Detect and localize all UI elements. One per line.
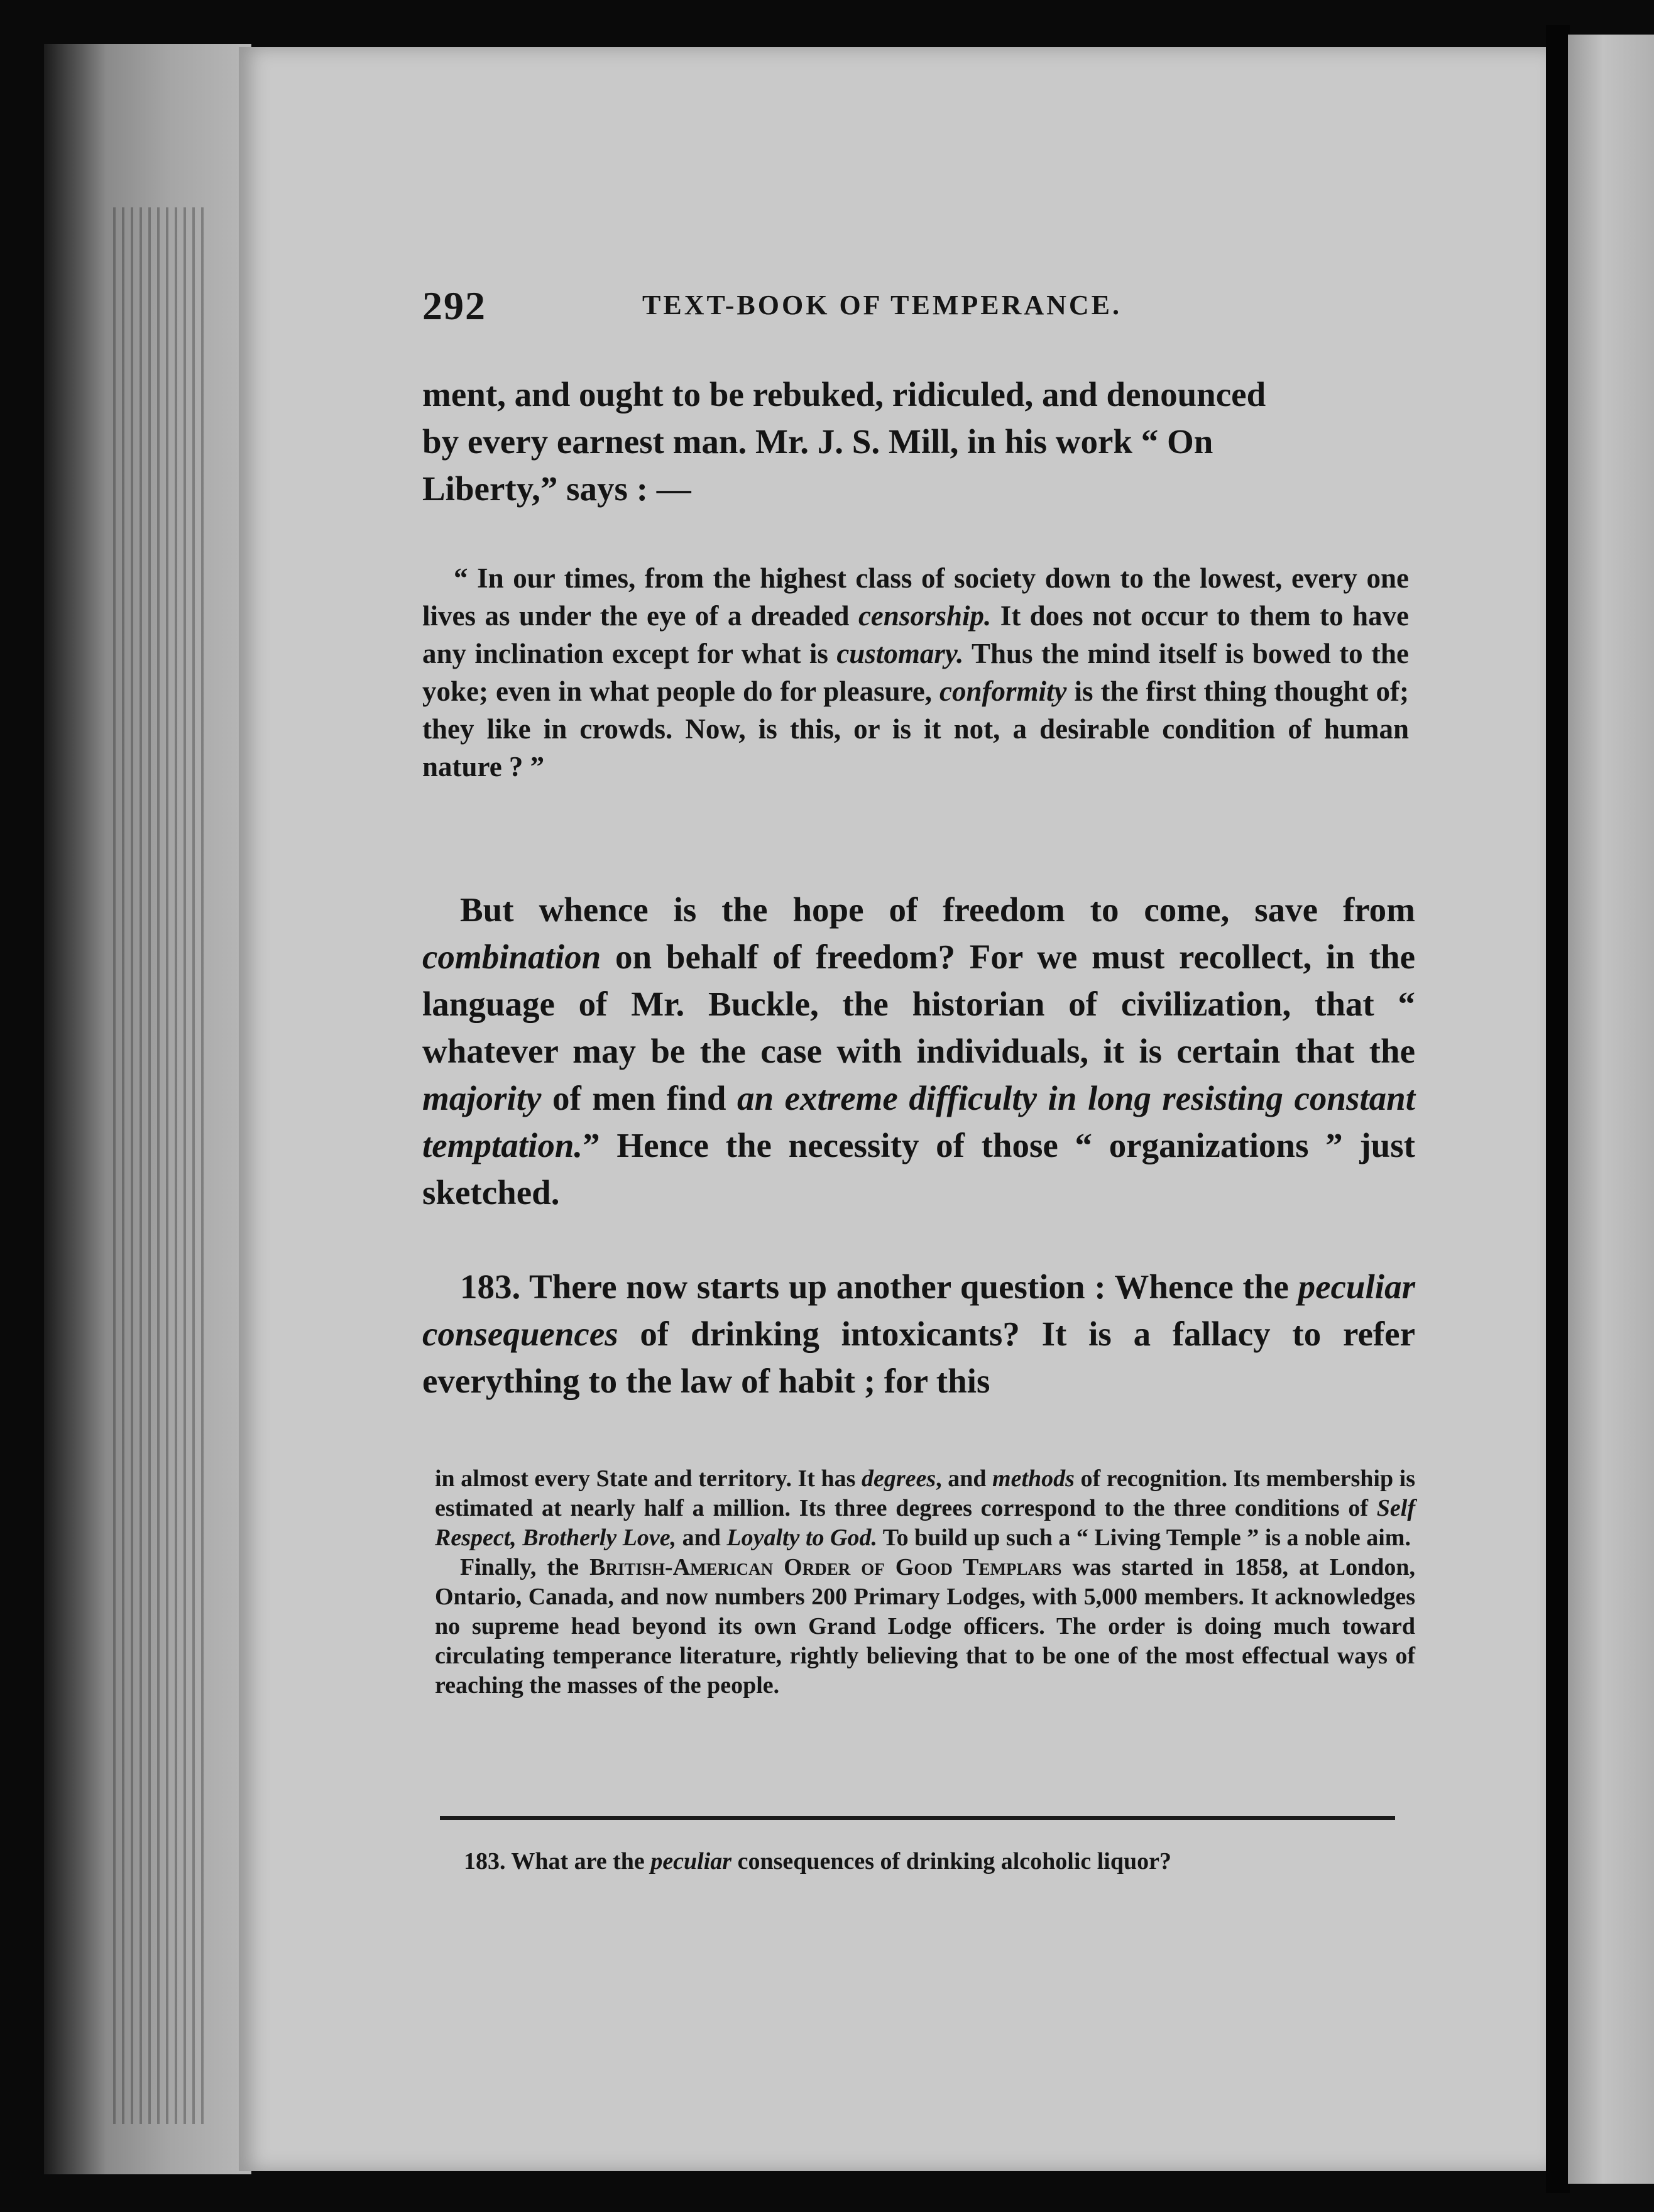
body-text: of drinking intoxicants? It is a fallacy to refer everything to the law of habit ; for this	[422, 1315, 1415, 1400]
footnote-text: was started in 1858, at London, Ontario, Canada, and now numbers 200 Primary Lodges, with 5,000 members. It acknowledges no supreme head beyond its own Grand Lodge officers. The order is doing much toward circulating temperance literature, rightly believing that to be one of the most effectual ways of reaching the masses of the people.	[435, 1554, 1415, 1699]
review-question	[464, 1848, 1419, 1875]
emphasis: majority	[422, 1079, 542, 1117]
body-text: of men find	[541, 1079, 737, 1117]
body-paragraph-183	[422, 1263, 1415, 1404]
quote-emphasis: censorship.	[858, 600, 992, 632]
facing-page-edge	[1568, 35, 1654, 2184]
opening-paragraph	[422, 371, 1415, 512]
question-emphasis: peculiar	[650, 1848, 732, 1875]
quote-paragraph	[422, 559, 1409, 786]
footnote-text: and	[676, 1525, 727, 1551]
footnote-rule	[440, 1816, 1395, 1820]
footnote-paragraph	[435, 1464, 1415, 1553]
running-head: TEXT-BOOK OF TEMPERANCE.	[642, 290, 1122, 320]
footnote-text: in almost every State and territory. It has	[435, 1465, 862, 1492]
quote-emphasis: customary.	[836, 638, 964, 669]
footnote-text: To build up such a “ Living Temple ” is a noble aim.	[877, 1525, 1411, 1551]
emphasis: an extreme difficulty in long resisting constant temptation.	[422, 1079, 1416, 1164]
footnote-paragraph	[435, 1553, 1415, 1700]
order-name: British-American Order of Good Templars	[589, 1554, 1062, 1580]
footnote-emphasis: Self Respect, Brotherly Love,	[435, 1495, 1415, 1551]
body-text: 183. There now starts up another question : Whence the	[460, 1268, 1298, 1306]
footnote-emphasis: degrees	[861, 1465, 936, 1492]
page-edge-texture	[113, 207, 207, 2124]
body-text: ” Hence the necessity of those “ organizations ” just sketched.	[422, 1126, 1415, 1212]
quote-text: Thus the mind itself is bowed to the yoke; even in what people do for pleasure,	[422, 638, 1410, 707]
body-text: on behalf of freedom? For we must recollect, in the language of Mr. Buckle, the historian of civilization, that “ whatever may be the case with individuals, it is certain that the	[422, 938, 1415, 1070]
footnote-text: of recognition. Its membership is estimated at nearly half a million. Its three degrees correspond to the three conditions of	[435, 1465, 1415, 1521]
emphasis: peculiar consequences	[422, 1268, 1415, 1353]
footnote-text: Finally, the	[460, 1554, 590, 1580]
footnote-emphasis: Loyalty to God.	[726, 1525, 877, 1551]
quote-emphasis: conformity	[939, 676, 1067, 707]
body-text: But whence is the hope of freedom to come, save from	[460, 890, 1415, 929]
emphasis: combination	[422, 938, 601, 976]
body-paragraph-freedom	[422, 886, 1415, 1216]
quote-text: It does not occur to them to have any inclination except for what is	[422, 600, 1409, 669]
text-line: by every earnest man. Mr. J. S. Mill, in his work “ On	[422, 422, 1213, 461]
quote-text: is the first thing thought of; they like in crowds. Now, is this, or is it not, a desirable condition of human nature ? ”	[422, 676, 1409, 782]
text-line: Liberty,” says : —	[422, 469, 691, 508]
footnote-text: , and	[936, 1465, 993, 1492]
quote-text: “ In our times, from the highest class of society down to the lowest, every one lives as under the eye of a dreaded	[422, 562, 1409, 632]
block-quote	[422, 559, 1409, 786]
paragraph	[422, 1263, 1415, 1404]
page-header	[422, 283, 1440, 333]
footnote-emphasis: methods	[992, 1465, 1075, 1492]
question-text: consequences of drinking alcoholic liquor?	[731, 1848, 1171, 1875]
text-line: ment, and ought to be rebuked, ridiculed, and denounced	[422, 375, 1266, 413]
question-text: 183. What are the	[464, 1848, 651, 1875]
footnote	[435, 1464, 1415, 1700]
page-number: 292	[422, 283, 486, 328]
paragraph	[422, 886, 1415, 1216]
page-gutter	[1546, 25, 1570, 2193]
